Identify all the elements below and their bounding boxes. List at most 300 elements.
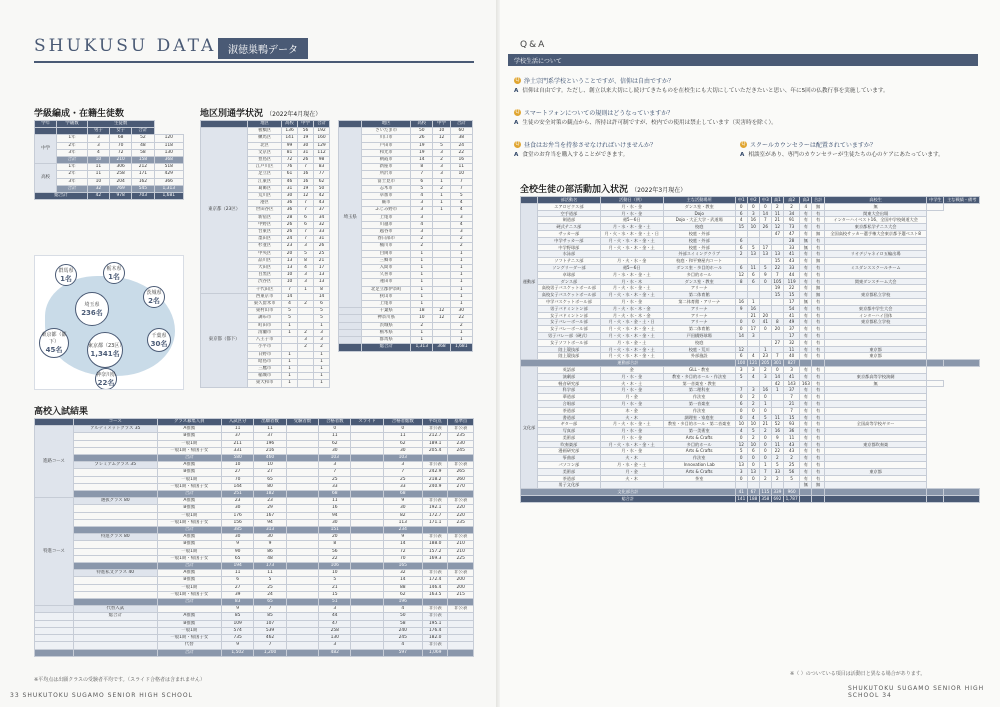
table-cell: [600, 251, 663, 258]
table-cell: 2年: [57, 142, 88, 149]
table-cell: 8: [298, 257, 314, 264]
table-cell: [747, 339, 759, 346]
table-cell: [771, 346, 783, 353]
header-cell: [339, 121, 362, 128]
table-cell: 中学サッカー部: [538, 237, 601, 244]
region-title: 地区別通学状況 （2022年4月現在）: [200, 109, 322, 119]
group-label: 東京都（23区）: [201, 128, 248, 294]
table-cell: アリーナ: [663, 285, 735, 292]
table-cell: 4: [450, 200, 473, 207]
table-cell: 240: [383, 627, 422, 634]
table-cell: [351, 476, 383, 483]
table-cell: 6: [735, 264, 747, 271]
table-cell: 東京都私立学校: [824, 319, 927, 326]
table-cell: [73, 563, 157, 570]
table-cell: 235: [448, 519, 474, 526]
table-cell: [824, 407, 927, 414]
table-cell: [73, 649, 157, 656]
table-cell: 692: [771, 496, 783, 503]
table-cell: 215: [448, 591, 474, 598]
table-cell: 1,787: [783, 496, 799, 503]
table-cell: 有: [812, 312, 824, 319]
table-cell: 第二理科室: [663, 387, 735, 394]
table-cell: 作法室: [663, 394, 735, 401]
table-cell: [927, 489, 944, 496]
table-cell: 富士見市: [362, 178, 411, 185]
table-cell: 月・火・水・木・金・土: [600, 346, 663, 353]
table-cell: 91: [783, 217, 799, 224]
answer-text: 信仰は自由です。ただし、創立以来大切にし続けてきたものを在校生にも大切にしていただきたいと思い、年に5回の仏教行事を実施しています。: [522, 88, 889, 94]
table-row: [521, 210, 980, 217]
table-cell: [298, 365, 314, 372]
table-cell: [448, 599, 474, 606]
table-cell: 有: [800, 319, 812, 326]
table-cell: [824, 489, 927, 496]
table-cell: 非公表: [422, 462, 447, 469]
table-cell: 9: [221, 541, 253, 548]
table-cell: 2: [411, 236, 433, 243]
table-row: [35, 613, 474, 620]
table-cell: 1: [433, 200, 450, 207]
table-cell: 41: [759, 319, 771, 326]
table-cell: 2: [450, 243, 473, 250]
table-cell: 15: [771, 292, 783, 299]
table-cell: 9: [735, 305, 747, 312]
table-cell: 3: [383, 462, 422, 469]
table-cell: 一般1期・帰国子女: [157, 635, 221, 642]
table-cell: [286, 570, 318, 577]
table-cell: 8: [411, 164, 433, 171]
page-title: SHUKUSU DATA: [34, 36, 217, 56]
table-cell: 37: [254, 433, 286, 440]
table-cell: [73, 512, 157, 519]
table-cell: 3: [319, 642, 351, 649]
table-cell: [73, 584, 157, 591]
table-cell: [286, 433, 318, 440]
table-cell: 足立区: [248, 171, 282, 178]
table-cell: [73, 455, 157, 462]
table-cell: 62: [383, 591, 422, 598]
table-cell: 15: [783, 414, 799, 421]
table-cell: 0: [759, 441, 771, 448]
table-cell: 昭島市: [248, 358, 282, 365]
table-cell: ギター部: [538, 421, 601, 428]
table-cell: 368: [154, 157, 183, 164]
table-cell: 1: [450, 272, 473, 279]
table-row: [35, 440, 474, 447]
table-cell: 30: [298, 142, 314, 149]
table-cell: 106: [319, 563, 351, 570]
table-cell: アリーナ: [663, 305, 735, 312]
table-cell: 24: [450, 142, 473, 149]
table-cell: [944, 360, 980, 367]
table-cell: 5: [314, 315, 330, 322]
table-cell: 4: [747, 353, 759, 360]
table-cell: 女子ソフトボール部: [538, 339, 601, 346]
table-cell: 30: [282, 193, 298, 200]
table-cell: 195.1: [422, 620, 447, 627]
region-table-right: [338, 120, 473, 352]
table-cell: [351, 606, 383, 613]
table-cell: 100: [735, 360, 747, 367]
map-bubble: [103, 262, 125, 284]
table-cell: 1: [314, 365, 330, 372]
table-row: [201, 121, 330, 128]
table-cell: 5: [735, 448, 747, 455]
table-cell: 65: [254, 476, 286, 483]
table-cell: 43: [783, 441, 799, 448]
table-cell: 10: [87, 157, 109, 164]
table-cell: 10: [433, 128, 450, 135]
table-cell: 19: [411, 149, 433, 156]
table-cell: 白岡市: [362, 250, 411, 257]
table-cell: 全国高校サッカー選手権大会東京都予選ベスト8: [824, 230, 927, 237]
table-cell: 有: [812, 394, 824, 401]
table-cell: 無: [824, 203, 927, 210]
header-cell: 入試区分: [221, 419, 253, 426]
table-cell: 51: [319, 599, 351, 606]
table-cell: 2: [314, 344, 330, 351]
table-cell: 非公表: [422, 606, 447, 613]
table-cell: 9: [771, 434, 783, 441]
table-cell: 482: [319, 649, 351, 656]
group-label: 文化部: [521, 366, 538, 488]
table-cell: 0: [319, 426, 351, 433]
table-cell: [824, 332, 927, 339]
table-cell: 校庭・外部: [663, 244, 735, 251]
table-cell: 2: [298, 329, 314, 336]
table-cell: 3: [314, 329, 330, 336]
table-cell: [286, 599, 318, 606]
table-cell: 11: [747, 264, 759, 271]
header-cell: 地区: [248, 121, 282, 128]
table-cell: 1: [450, 329, 473, 336]
table-cell: 月・水・木・金・土: [600, 271, 663, 278]
table-cell: 品川区: [248, 257, 282, 264]
table-cell: 合唱部: [538, 400, 601, 407]
table-cell: [812, 360, 824, 367]
table-cell: 2: [783, 203, 799, 210]
table-cell: 80: [254, 483, 286, 490]
table-cell: 8: [319, 541, 351, 548]
table-cell: [286, 505, 318, 512]
table-cell: 42: [87, 193, 109, 200]
table-cell: 22: [771, 264, 783, 271]
table-cell: 194: [221, 563, 253, 570]
table-cell: 33: [314, 229, 330, 236]
table-cell: 2: [411, 243, 433, 250]
table-row: [521, 434, 980, 441]
table-cell: 103: [383, 455, 422, 462]
answer-icon: A: [514, 88, 519, 94]
table-cell: 合計: [57, 185, 88, 192]
table-cell: 33: [783, 264, 799, 271]
table-cell: 有: [800, 421, 812, 428]
table-cell: 258: [110, 171, 132, 178]
table-cell: A推薦: [157, 498, 221, 505]
table-row: [521, 251, 980, 258]
table-cell: 非公表: [448, 426, 474, 433]
table-cell: 25: [314, 250, 330, 257]
table-cell: [771, 407, 783, 414]
table-cell: 有: [800, 258, 812, 265]
table-cell: 7: [771, 271, 783, 278]
table-cell: [759, 258, 771, 265]
table-cell: 有: [800, 434, 812, 441]
table-cell: [298, 358, 314, 365]
table-row: [521, 421, 980, 428]
table-cell: 16: [747, 305, 759, 312]
table-cell: 169.3: [422, 555, 447, 562]
table-cell: 有: [800, 271, 812, 278]
table-cell: A推薦: [157, 462, 221, 469]
table-cell: 2: [747, 400, 759, 407]
table-cell: 220: [448, 505, 474, 512]
map-bubble-count: 2名: [148, 296, 160, 305]
table-cell: 1: [282, 380, 298, 387]
table-cell: [286, 440, 318, 447]
table-cell: [824, 455, 927, 462]
exam-title: 高校入試結果: [34, 407, 89, 417]
table-cell: 1: [282, 373, 298, 380]
table-cell: 1: [450, 257, 473, 264]
table-cell: 無: [800, 298, 812, 305]
table-cell: 全国高等学校ギター: [824, 421, 927, 428]
table-cell: 3: [747, 366, 759, 373]
header-cell: [35, 419, 74, 426]
table-cell: 113: [383, 519, 422, 526]
table-cell: [298, 373, 314, 380]
table-cell: 597: [383, 649, 422, 656]
table-cell: 23: [221, 498, 253, 505]
header-cell: 中1: [735, 197, 747, 204]
table-cell: 有: [812, 271, 824, 278]
table-cell: 196: [254, 440, 286, 447]
table-cell: 9: [383, 534, 422, 541]
table-cell: 18: [411, 308, 433, 315]
table-cell: 10: [87, 178, 109, 185]
header-cell: 高1: [771, 197, 783, 204]
table-cell: 37: [783, 387, 799, 394]
table-row: [35, 541, 474, 548]
table-cell: 19: [298, 135, 314, 142]
table-cell: 76: [282, 164, 298, 171]
table-cell: 0: [735, 326, 747, 333]
table-cell: 41: [735, 489, 747, 496]
table-cell: 11: [221, 426, 253, 433]
table-cell: 48: [132, 142, 154, 149]
table-cell: 129: [314, 142, 330, 149]
table-cell: [800, 360, 812, 367]
header-cell: 出願者数: [254, 419, 286, 426]
table-cell: [286, 469, 318, 476]
table-cell: 10: [735, 421, 747, 428]
table-cell: [298, 351, 314, 358]
table-cell: 3: [298, 337, 314, 344]
table-cell: 校庭・外部: [663, 230, 735, 237]
table-cell: 0: [747, 462, 759, 469]
table-cell: 有: [800, 217, 812, 224]
table-cell: 中央区: [248, 250, 282, 257]
table-cell: 1,069: [422, 649, 447, 656]
table-cell: 93: [783, 421, 799, 428]
table-cell: [286, 483, 318, 490]
table-cell: [73, 469, 157, 476]
table-cell: 8: [314, 286, 330, 293]
table-row: [35, 570, 474, 577]
table-cell: 栃木県: [362, 329, 411, 336]
table-cell: 47: [771, 230, 783, 237]
table-cell: [286, 447, 318, 454]
table-cell: 月・水・金: [600, 203, 663, 210]
table-cell: 一般1期・帰国子女: [157, 519, 221, 526]
table-cell: 有: [800, 264, 812, 271]
table-cell: 有: [812, 462, 824, 469]
table-cell: 関東ダンスチーム大会: [824, 278, 927, 285]
table-cell: 306: [110, 164, 132, 171]
table-cell: 245: [448, 447, 474, 454]
table-cell: [351, 512, 383, 519]
table-cell: 13: [282, 265, 298, 272]
table-cell: 173: [254, 563, 286, 570]
table-cell: 11: [87, 171, 109, 178]
table-cell: 15: [735, 224, 747, 231]
table-cell: 上尾市: [362, 301, 411, 308]
table-cell: 73: [783, 224, 799, 231]
table-cell: 陸上競技部: [538, 346, 601, 353]
table-cell: 非公表: [448, 606, 474, 613]
table-row: [35, 577, 474, 584]
table-cell: 有: [800, 455, 812, 462]
table-cell: 作法室: [663, 407, 735, 414]
table-cell: 2: [747, 434, 759, 441]
table-cell: 町田市: [248, 322, 282, 329]
table-cell: 草加市: [362, 193, 411, 200]
table-cell: [448, 527, 474, 534]
header-cell: 主な戦績・備考: [944, 197, 980, 204]
table-cell: 有: [812, 434, 824, 441]
table-cell: [433, 214, 450, 221]
table-cell: 99: [282, 142, 298, 149]
table-cell: 3: [314, 337, 330, 344]
answer-text: 食堂のお弁当を購入することができます。: [522, 152, 629, 158]
map-bubble: [95, 368, 117, 390]
table-cell: 3: [759, 373, 771, 380]
table-cell: 6: [735, 400, 747, 407]
table-cell: 1: [411, 257, 433, 264]
table-cell: 週5〜6日: [600, 217, 663, 224]
header-cell: 合格者数: [319, 419, 351, 426]
table-cell: 有: [800, 224, 812, 231]
table-cell: B推薦: [157, 541, 221, 548]
table-cell: 外部スイミングクラブ: [663, 251, 735, 258]
table-cell: 270: [448, 483, 474, 490]
table-row: [339, 308, 473, 315]
question-text: スマートフォンについての規則はどうなっていますか？: [524, 110, 674, 117]
table-cell: [73, 541, 157, 548]
table-cell: 1,681: [450, 344, 473, 351]
map-bubble-count: 1名: [108, 272, 120, 281]
table-cell: [771, 244, 783, 251]
table-cell: 東大和市: [248, 380, 282, 387]
table-cell: 茶道部: [538, 475, 601, 482]
table-cell: 有: [800, 407, 812, 414]
table-cell: 3年: [57, 178, 88, 185]
table-cell: [824, 237, 927, 244]
table-cell: 56: [783, 468, 799, 475]
table-cell: 30: [221, 534, 253, 541]
table-cell: [824, 258, 927, 265]
table-cell: 月・水・金: [600, 434, 663, 441]
table-cell: 1: [411, 265, 433, 272]
table-row: [35, 548, 474, 555]
table-cell: 大田区: [248, 265, 282, 272]
table-cell: パソコン部: [538, 462, 601, 469]
table-row: [521, 326, 980, 333]
table-cell: [663, 482, 735, 489]
table-cell: 合計: [157, 455, 221, 462]
table-cell: 5: [314, 308, 330, 315]
table-cell: 東京都: [824, 468, 927, 475]
table-cell: アリーナ: [663, 312, 735, 319]
qa-question: [514, 76, 674, 85]
table-cell: 週5〜6日: [600, 264, 663, 271]
qa-question: [514, 140, 656, 149]
table-cell: 有: [800, 387, 812, 394]
table-cell: 一般1期: [157, 584, 221, 591]
header-cell: [521, 197, 538, 204]
table-cell: 3: [87, 142, 109, 149]
table-cell: 群馬県: [362, 337, 411, 344]
header-cell: [201, 121, 248, 128]
table-cell: [927, 203, 944, 210]
table-cell: 非公表: [448, 498, 474, 505]
table-cell: 有: [812, 428, 824, 435]
table-cell: [73, 491, 157, 498]
table-cell: 有: [812, 373, 824, 380]
header-cell: [35, 128, 57, 135]
table-cell: 11: [783, 434, 799, 441]
table-cell: 313: [254, 527, 286, 534]
table-cell: 1: [411, 301, 433, 308]
table-cell: [812, 489, 824, 496]
table-cell: 調布市: [248, 315, 282, 322]
table-cell: 月・水・金: [600, 387, 663, 394]
table-cell: 男子バドミントン部: [538, 305, 601, 312]
table-cell: 世田谷区: [248, 207, 282, 214]
table-cell: 無: [824, 380, 927, 387]
table-cell: 0: [735, 414, 747, 421]
table-cell: 72: [110, 149, 132, 156]
table-cell: [927, 380, 944, 387]
table-cell: 7: [759, 468, 771, 475]
table-cell: 220: [448, 512, 474, 519]
table-cell: 189.1: [422, 440, 447, 447]
table-cell: [286, 519, 318, 526]
table-cell: 選抜クラス 80: [73, 498, 157, 505]
table-cell: 21: [759, 421, 771, 428]
table-cell: 10: [221, 462, 253, 469]
table-cell: 0: [759, 455, 771, 462]
table-cell: 2: [759, 428, 771, 435]
table-cell: 春日部市: [362, 236, 411, 243]
table-cell: 0: [747, 455, 759, 462]
table-cell: 東京都: [824, 346, 927, 353]
table-cell: 一般1期・帰国子女: [157, 483, 221, 490]
table-cell: 無: [812, 482, 824, 489]
table-cell: [351, 462, 383, 469]
table-cell: 卓球部: [538, 271, 601, 278]
